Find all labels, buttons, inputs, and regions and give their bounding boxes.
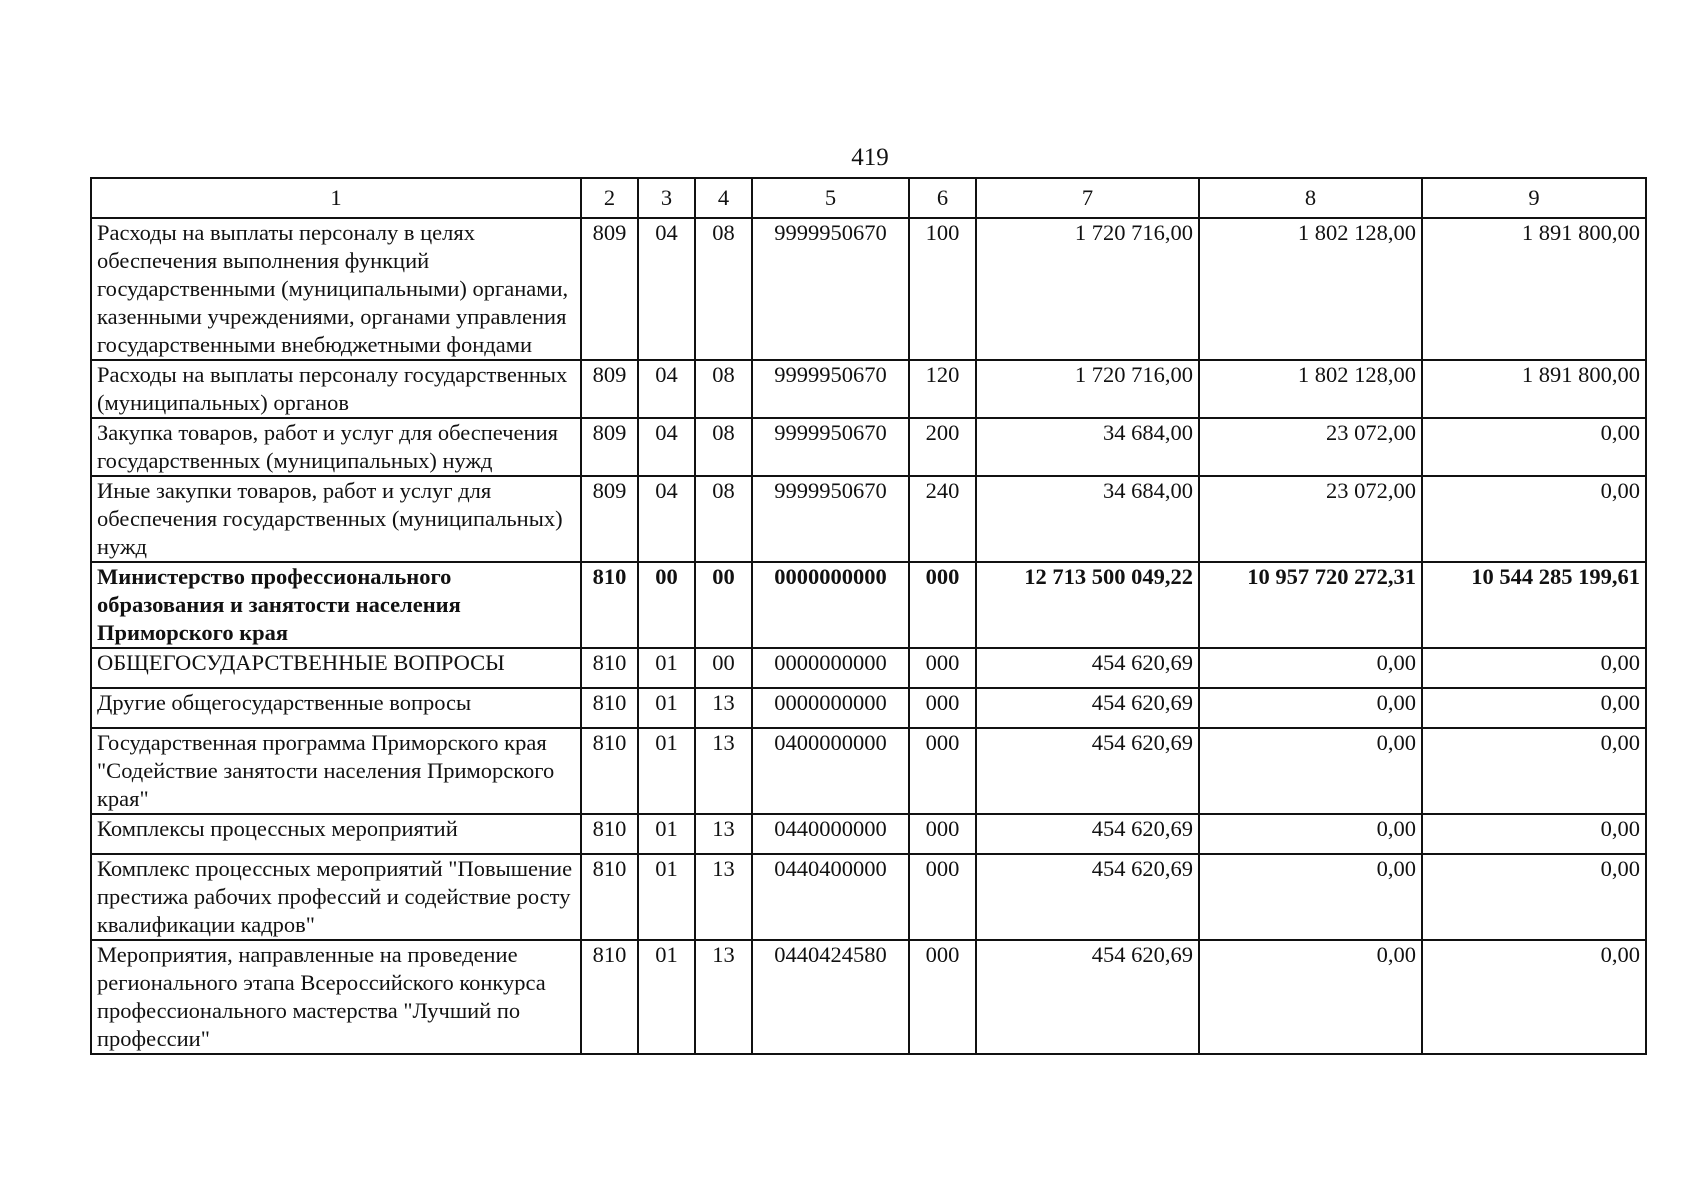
section-code: 01 [638, 854, 695, 940]
expense-type-code: 120 [909, 360, 976, 418]
chapter-code: 810 [581, 854, 638, 940]
target-article-code: 0000000000 [752, 648, 909, 688]
section-code: 01 [638, 814, 695, 854]
subsection-code: 13 [695, 814, 752, 854]
subsection-code: 13 [695, 854, 752, 940]
header-cell: 4 [695, 178, 752, 218]
target-article-code: 0440400000 [752, 854, 909, 940]
table-row [91, 940, 1646, 1054]
amount-col-8: 23 072,00 [1199, 418, 1422, 476]
amount-col-8: 0,00 [1199, 688, 1422, 728]
target-article-code: 0400000000 [752, 728, 909, 814]
amount-col-9: 0,00 [1422, 476, 1646, 562]
subsection-code: 13 [695, 728, 752, 814]
subsection-code: 08 [695, 218, 752, 360]
amount-col-8: 23 072,00 [1199, 476, 1422, 562]
expense-type-code: 000 [909, 940, 976, 1054]
amount-col-7: 454 620,69 [976, 814, 1199, 854]
amount-col-9: 0,00 [1422, 648, 1646, 688]
expense-type-code: 000 [909, 688, 976, 728]
amount-col-8: 0,00 [1199, 648, 1422, 688]
section-code: 04 [638, 360, 695, 418]
amount-col-7: 34 684,00 [976, 418, 1199, 476]
header-cell: 5 [752, 178, 909, 218]
header-cell: 2 [581, 178, 638, 218]
target-article-code: 0000000000 [752, 688, 909, 728]
amount-col-7: 454 620,69 [976, 688, 1199, 728]
section-code: 04 [638, 418, 695, 476]
header-cell: 3 [638, 178, 695, 218]
target-article-code: 9999950670 [752, 418, 909, 476]
amount-col-7: 34 684,00 [976, 476, 1199, 562]
target-article-code: 9999950670 [752, 218, 909, 360]
amount-col-8: 1 802 128,00 [1199, 218, 1422, 360]
row-name: Иные закупки товаров, работ и услуг для обеспечения государственных (муниципальных) нужд [91, 476, 581, 562]
section-code: 01 [638, 940, 695, 1054]
amount-col-7: 454 620,69 [976, 854, 1199, 940]
table-row [91, 562, 1646, 648]
target-article-code: 9999950670 [752, 476, 909, 562]
amount-col-9: 1 891 800,00 [1422, 360, 1646, 418]
section-code: 04 [638, 476, 695, 562]
target-article-code: 0440000000 [752, 814, 909, 854]
target-article-code: 0440424580 [752, 940, 909, 1054]
amount-col-8: 10 957 720 272,31 [1199, 562, 1422, 648]
row-name: Комплекс процессных мероприятий "Повышение престижа рабочих профессий и содействие росту квалификации кадров" [91, 854, 581, 940]
amount-col-8: 0,00 [1199, 940, 1422, 1054]
amount-col-9: 0,00 [1422, 728, 1646, 814]
table-row [91, 814, 1646, 854]
expense-type-code: 000 [909, 814, 976, 854]
chapter-code: 810 [581, 648, 638, 688]
amount-col-9: 10 544 285 199,61 [1422, 562, 1646, 648]
amount-col-8: 1 802 128,00 [1199, 360, 1422, 418]
subsection-code: 00 [695, 648, 752, 688]
row-name: Министерство профессионального образования и занятости населения Приморского края [91, 562, 581, 648]
subsection-code: 00 [695, 562, 752, 648]
chapter-code: 810 [581, 688, 638, 728]
row-name: Закупка товаров, работ и услуг для обеспечения государственных (муниципальных) нужд [91, 418, 581, 476]
table-row [91, 648, 1646, 688]
row-name: Расходы на выплаты персоналу в целях обеспечения выполнения функций государственными (муниципальными) органами, казенными учреждениями, органами управления государственными внебюджетными фондами [91, 218, 581, 360]
chapter-code: 810 [581, 728, 638, 814]
budget-table [90, 177, 1647, 1055]
chapter-code: 809 [581, 418, 638, 476]
amount-col-7: 1 720 716,00 [976, 218, 1199, 360]
amount-col-9: 0,00 [1422, 814, 1646, 854]
amount-col-9: 0,00 [1422, 688, 1646, 728]
header-row [91, 178, 1646, 218]
amount-col-7: 12 713 500 049,22 [976, 562, 1199, 648]
amount-col-9: 0,00 [1422, 418, 1646, 476]
amount-col-7: 454 620,69 [976, 648, 1199, 688]
chapter-code: 809 [581, 360, 638, 418]
table-row [91, 854, 1646, 940]
amount-col-7: 1 720 716,00 [976, 360, 1199, 418]
subsection-code: 13 [695, 688, 752, 728]
header-cell: 6 [909, 178, 976, 218]
row-name: Мероприятия, направленные на проведение регионального этапа Всероссийского конкурса профессионального мастерства "Лучший по профессии" [91, 940, 581, 1054]
section-code: 01 [638, 688, 695, 728]
section-code: 04 [638, 218, 695, 360]
expense-type-code: 000 [909, 562, 976, 648]
expense-type-code: 100 [909, 218, 976, 360]
page-number: 419 [851, 144, 889, 171]
amount-col-7: 454 620,69 [976, 728, 1199, 814]
amount-col-8: 0,00 [1199, 854, 1422, 940]
amount-col-9: 0,00 [1422, 940, 1646, 1054]
amount-col-9: 0,00 [1422, 854, 1646, 940]
amount-col-9: 1 891 800,00 [1422, 218, 1646, 360]
chapter-code: 810 [581, 562, 638, 648]
expense-type-code: 240 [909, 476, 976, 562]
amount-col-8: 0,00 [1199, 814, 1422, 854]
table-row [91, 418, 1646, 476]
chapter-code: 809 [581, 218, 638, 360]
subsection-code: 08 [695, 476, 752, 562]
amount-col-7: 454 620,69 [976, 940, 1199, 1054]
row-name: Комплексы процессных мероприятий [91, 814, 581, 854]
section-code: 00 [638, 562, 695, 648]
row-name: Другие общегосударственные вопросы [91, 688, 581, 728]
subsection-code: 13 [695, 940, 752, 1054]
target-article-code: 0000000000 [752, 562, 909, 648]
table-row [91, 218, 1646, 360]
row-name: Расходы на выплаты персоналу государственных (муниципальных) органов [91, 360, 581, 418]
row-name: Государственная программа Приморского края "Содействие занятости населения Приморского края" [91, 728, 581, 814]
expense-type-code: 000 [909, 648, 976, 688]
section-code: 01 [638, 648, 695, 688]
amount-col-8: 0,00 [1199, 728, 1422, 814]
expense-type-code: 000 [909, 854, 976, 940]
expense-type-code: 000 [909, 728, 976, 814]
chapter-code: 810 [581, 814, 638, 854]
section-code: 01 [638, 728, 695, 814]
expense-type-code: 200 [909, 418, 976, 476]
row-name: ОБЩЕГОСУДАРСТВЕННЫЕ ВОПРОСЫ [91, 648, 581, 688]
table-row [91, 688, 1646, 728]
target-article-code: 9999950670 [752, 360, 909, 418]
table-row [91, 360, 1646, 418]
subsection-code: 08 [695, 418, 752, 476]
chapter-code: 810 [581, 940, 638, 1054]
table-row [91, 728, 1646, 814]
subsection-code: 08 [695, 360, 752, 418]
header-cell: 7 [976, 178, 1199, 218]
header-cell: 8 [1199, 178, 1422, 218]
header-cell: 1 [91, 178, 581, 218]
header-cell: 9 [1422, 178, 1646, 218]
chapter-code: 809 [581, 476, 638, 562]
table-row [91, 476, 1646, 562]
